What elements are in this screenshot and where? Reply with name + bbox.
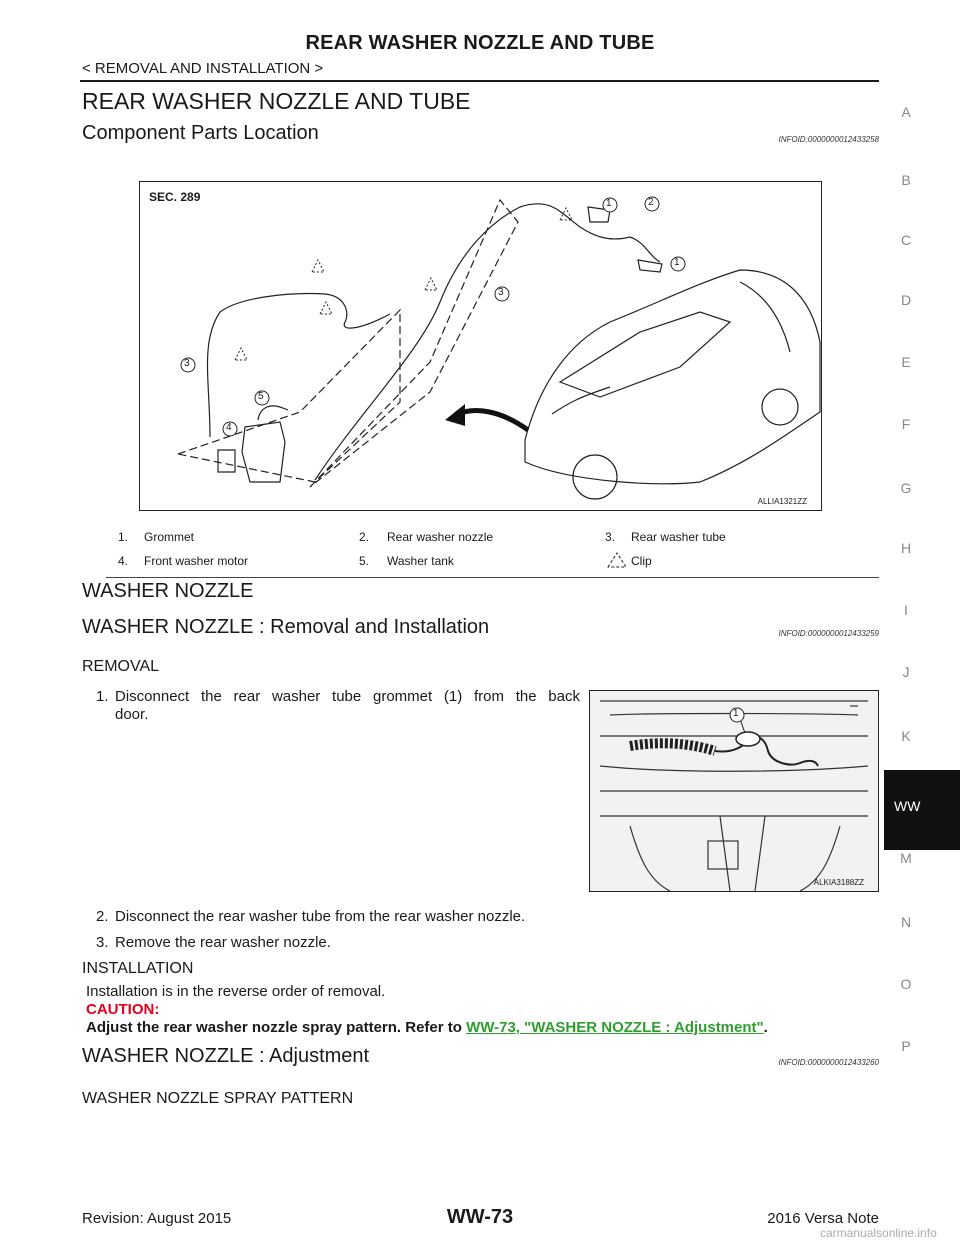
spray-pattern-label: WASHER NOZZLE SPRAY PATTERN xyxy=(82,1090,354,1107)
index-letter-e[interactable]: E xyxy=(901,354,911,370)
legend-label-front-washer-motor: Front washer motor xyxy=(144,554,249,568)
legend-label-rear-washer-nozzle: Rear washer nozzle xyxy=(387,530,494,544)
header-divider xyxy=(80,80,879,82)
component-infoid: INFOID:0000000012433258 xyxy=(778,135,879,144)
figure-code: ALLIA1321ZZ xyxy=(757,497,807,506)
section-title: REAR WASHER NOZZLE AND TUBE xyxy=(82,88,471,114)
caution-period: . xyxy=(763,1019,768,1036)
index-letter-c[interactable]: C xyxy=(900,232,912,248)
callout-nozzle: 2 xyxy=(648,197,654,208)
legend-num-3: 3. xyxy=(605,530,616,544)
page-number: WW-73 xyxy=(446,1206,514,1228)
index-letter-h[interactable]: H xyxy=(900,540,912,556)
section-number-label: SEC. 289 xyxy=(149,190,201,204)
step-text: Disconnect the rear washer tube from the rear washer nozzle. xyxy=(115,908,526,925)
component-diagram xyxy=(140,182,821,510)
revision-date: Revision: August 2015 xyxy=(82,1210,232,1227)
index-letter-k[interactable]: K xyxy=(901,728,911,744)
step-text-continued: door. xyxy=(115,706,149,723)
index-letter-b[interactable]: B xyxy=(901,172,911,188)
removal-label: REMOVAL xyxy=(82,658,160,675)
legend-num-1: 1. xyxy=(118,530,129,544)
breadcrumb: < REMOVAL AND INSTALLATION > xyxy=(82,60,324,77)
adjustment-heading: WASHER NOZZLE : Adjustment xyxy=(82,1045,370,1067)
removal-installation-heading: WASHER NOZZLE : Removal and Installation xyxy=(82,616,490,638)
index-letter-d[interactable]: D xyxy=(900,292,912,308)
index-letter-a[interactable]: A xyxy=(901,104,911,120)
component-location-figure xyxy=(139,181,822,511)
index-letter-n[interactable]: N xyxy=(900,914,912,930)
step-number: 1. xyxy=(96,688,109,705)
step-text: Remove the rear washer nozzle. xyxy=(115,934,331,951)
callout-motor: 4 xyxy=(226,422,232,433)
adjustment-link[interactable]: WW-73, "WASHER NOZZLE : Adjustment" xyxy=(466,1019,764,1036)
legend-label-washer-tank: Washer tank xyxy=(387,554,454,568)
index-letter-i[interactable]: I xyxy=(904,602,908,618)
callout-tube-right: 3 xyxy=(498,287,504,298)
installation-text: Installation is in the reverse order of removal. xyxy=(86,983,386,1000)
clip-icon xyxy=(606,550,628,570)
active-section-label: WW xyxy=(894,798,921,814)
removal-infoid: INFOID:0000000012433259 xyxy=(778,629,879,638)
callout-tube-left: 3 xyxy=(184,358,190,369)
vehicle-model: 2016 Versa Note xyxy=(767,1210,879,1227)
callout-grommet-top: 1 xyxy=(606,198,612,209)
index-letter-j[interactable]: J xyxy=(902,664,910,680)
index-letter-o[interactable]: O xyxy=(900,976,912,992)
active-section-tab[interactable] xyxy=(884,770,960,850)
caution-label: CAUTION: xyxy=(86,1001,160,1018)
legend-num-4: 4. xyxy=(118,554,129,568)
legend-label-rear-washer-tube: Rear washer tube xyxy=(631,530,726,544)
step-number: 3. xyxy=(96,934,109,951)
index-letter-p[interactable]: P xyxy=(901,1038,911,1054)
watermark: carmanualsonline.info xyxy=(820,1226,937,1240)
caution-text xyxy=(86,1019,768,1036)
legend-label-grommet: Grommet xyxy=(144,530,195,544)
back-door-grommet-figure xyxy=(589,690,879,892)
parts-legend xyxy=(106,522,879,578)
step-number: 2. xyxy=(96,908,109,925)
legend-num-5: 5. xyxy=(359,554,370,568)
back-door-diagram xyxy=(590,691,878,891)
washer-nozzle-heading: WASHER NOZZLE xyxy=(82,580,254,602)
index-letter-g[interactable]: G xyxy=(900,480,912,496)
component-parts-heading: Component Parts Location xyxy=(82,122,319,144)
callout-grommet-bottom: 1 xyxy=(674,257,680,268)
page-header-title: REAR WASHER NOZZLE AND TUBE xyxy=(305,32,655,54)
caution-body: Adjust the rear washer nozzle spray pattern. Refer to xyxy=(86,1019,462,1036)
installation-label: INSTALLATION xyxy=(82,960,194,977)
index-letter-f[interactable]: F xyxy=(901,416,911,432)
legend-label-clip: Clip xyxy=(631,554,652,568)
callout-grommet: 1 xyxy=(733,708,739,719)
index-letter-m[interactable]: M xyxy=(900,850,912,866)
callout-tank: 5 xyxy=(258,391,264,402)
legend-num-2: 2. xyxy=(359,530,370,544)
figure-code: ALKIA3188ZZ xyxy=(813,878,864,887)
adjustment-infoid: INFOID:0000000012433260 xyxy=(778,1058,879,1067)
step-text: Disconnect the rear washer tube grommet (1) from the back xyxy=(115,688,580,705)
